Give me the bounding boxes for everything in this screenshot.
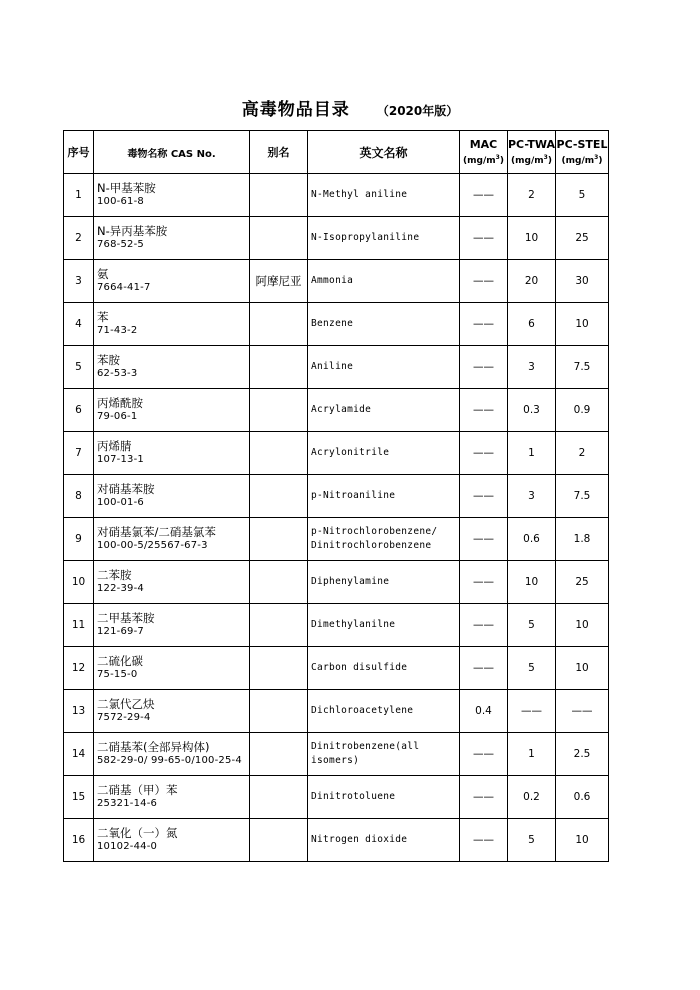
table-row xyxy=(64,819,609,862)
table-row xyxy=(64,174,609,217)
table-row xyxy=(64,518,609,561)
cell-english: Dimethylanilne xyxy=(308,604,460,647)
header-mac-label: MAC xyxy=(469,138,498,151)
cell-pc-stel: 10 xyxy=(556,303,609,346)
header-mac xyxy=(460,131,508,174)
cell-index: 12 xyxy=(64,647,94,690)
substance-name: 苯胺 xyxy=(97,353,120,367)
table-row xyxy=(64,475,609,518)
cell-pc-stel: 0.6 xyxy=(556,776,609,819)
cell-alias xyxy=(250,733,308,776)
cell-name xyxy=(94,389,250,432)
cas-number: 582-29-0/ 99-65-0/100-25-4 xyxy=(97,755,242,766)
cell-pc-stel: 7.5 xyxy=(556,346,609,389)
table-row xyxy=(64,647,609,690)
cell-alias: 阿摩尼亚 xyxy=(250,260,308,303)
substance-name: 二氧化（一）氮 xyxy=(97,826,178,840)
cell-index: 6 xyxy=(64,389,94,432)
cell-mac: —— xyxy=(460,260,508,303)
table-row xyxy=(64,690,609,733)
cell-index: 9 xyxy=(64,518,94,561)
cell-mac: —— xyxy=(460,346,508,389)
cell-alias xyxy=(250,561,308,604)
cell-index: 1 xyxy=(64,174,94,217)
header-english: 英文名称 xyxy=(308,131,460,174)
cas-number: 25321-14-6 xyxy=(97,798,158,809)
cas-number: 121-69-7 xyxy=(97,626,144,637)
cell-mac: —— xyxy=(460,303,508,346)
cas-number: 71-43-2 xyxy=(97,325,138,336)
substance-name: 二甲基苯胺 xyxy=(97,611,155,625)
cell-pc-stel: 25 xyxy=(556,561,609,604)
cas-number: 7664-41-7 xyxy=(97,282,151,293)
substance-name: N-甲基苯胺 xyxy=(97,181,156,195)
cell-alias xyxy=(250,518,308,561)
table-row xyxy=(64,432,609,475)
cas-number: 10102-44-0 xyxy=(97,841,158,852)
cell-mac: —— xyxy=(460,819,508,862)
cell-pc-twa: 5 xyxy=(508,819,556,862)
cell-pc-stel: —— xyxy=(556,690,609,733)
cell-name xyxy=(94,475,250,518)
cell-name xyxy=(94,174,250,217)
cell-english: Aniline xyxy=(308,346,460,389)
cell-pc-twa: —— xyxy=(508,690,556,733)
cell-english: Acrylamide xyxy=(308,389,460,432)
cell-english: Diphenylamine xyxy=(308,561,460,604)
cell-alias xyxy=(250,819,308,862)
cell-alias xyxy=(250,389,308,432)
cell-pc-twa: 1 xyxy=(508,733,556,776)
toxic-substances-table xyxy=(63,130,609,862)
header-alias: 别名 xyxy=(250,131,308,174)
cell-name xyxy=(94,647,250,690)
header-pc-twa-label: PC-TWA xyxy=(508,138,555,151)
cell-name xyxy=(94,518,250,561)
cell-english: Acrylonitrile xyxy=(308,432,460,475)
cell-index: 2 xyxy=(64,217,94,260)
header-pc-stel-unit: $(mg/m^3)$ xyxy=(561,154,603,166)
cell-pc-twa: 2 xyxy=(508,174,556,217)
header-index: 序号 xyxy=(64,131,94,174)
cell-mac: —— xyxy=(460,432,508,475)
cell-pc-stel: 7.5 xyxy=(556,475,609,518)
cell-mac: —— xyxy=(460,475,508,518)
cell-name xyxy=(94,604,250,647)
cell-index: 15 xyxy=(64,776,94,819)
cell-mac: —— xyxy=(460,604,508,647)
cas-number: 79-06-1 xyxy=(97,411,138,422)
table-body xyxy=(64,174,609,862)
substance-name: 苯 xyxy=(97,310,109,324)
substance-name: 对硝基苯胺 xyxy=(97,482,155,496)
cell-english: Ammonia xyxy=(308,260,460,303)
cell-name xyxy=(94,260,250,303)
cell-english: p-Nitrochlorobenzene/ Dinitrochlorobenzene xyxy=(308,518,460,561)
substance-name: 二硝基（甲）苯 xyxy=(97,783,178,797)
cell-name xyxy=(94,303,250,346)
cell-index: 7 xyxy=(64,432,94,475)
header-row xyxy=(64,131,609,174)
cell-pc-stel: 10 xyxy=(556,647,609,690)
cell-pc-twa: 3 xyxy=(508,475,556,518)
cas-number: 122-39-4 xyxy=(97,583,144,594)
page-title xyxy=(0,95,700,120)
cell-name xyxy=(94,346,250,389)
substance-name: 二硫化碳 xyxy=(97,654,143,668)
cell-english: N-Methyl aniline xyxy=(308,174,460,217)
cell-pc-stel: 10 xyxy=(556,604,609,647)
cell-index: 3 xyxy=(64,260,94,303)
cell-alias xyxy=(250,303,308,346)
cell-alias xyxy=(250,174,308,217)
cell-mac: —— xyxy=(460,561,508,604)
cell-name xyxy=(94,561,250,604)
cell-english: Dinitrobenzene(all isomers) xyxy=(308,733,460,776)
title-edition: （2020年版） xyxy=(376,104,459,118)
cell-pc-twa: 10 xyxy=(508,561,556,604)
cell-alias xyxy=(250,217,308,260)
cell-name xyxy=(94,690,250,733)
cell-index: 16 xyxy=(64,819,94,862)
substance-name: 二硝基苯(全部异构体) xyxy=(97,740,210,754)
cell-pc-stel: 0.9 xyxy=(556,389,609,432)
table-row xyxy=(64,604,609,647)
substance-name: 丙烯腈 xyxy=(97,439,132,453)
cell-english: p-Nitroaniline xyxy=(308,475,460,518)
cell-mac: —— xyxy=(460,647,508,690)
cell-english: Benzene xyxy=(308,303,460,346)
cell-pc-twa: 20 xyxy=(508,260,556,303)
cell-english: Carbon disulfide xyxy=(308,647,460,690)
cas-number: 100-01-6 xyxy=(97,497,144,508)
header-name-cas: 毒物名称 CAS No. xyxy=(94,131,250,174)
cas-number: 7572-29-4 xyxy=(97,712,151,723)
cell-pc-stel: 1.8 xyxy=(556,518,609,561)
cell-pc-twa: 10 xyxy=(508,217,556,260)
cell-index: 8 xyxy=(64,475,94,518)
cell-pc-stel: 10 xyxy=(556,819,609,862)
cell-name xyxy=(94,217,250,260)
substance-name: 丙烯酰胺 xyxy=(97,396,143,410)
table-row xyxy=(64,389,609,432)
substance-name: N-异丙基苯胺 xyxy=(97,224,168,238)
cell-name xyxy=(94,819,250,862)
cell-pc-twa: 0.6 xyxy=(508,518,556,561)
cell-alias xyxy=(250,647,308,690)
cell-index: 5 xyxy=(64,346,94,389)
cell-english: Dichloroacetylene xyxy=(308,690,460,733)
cell-name xyxy=(94,776,250,819)
cell-pc-stel: 30 xyxy=(556,260,609,303)
cell-mac: —— xyxy=(460,217,508,260)
cell-pc-stel: 2.5 xyxy=(556,733,609,776)
cas-number: 62-53-3 xyxy=(97,368,138,379)
cas-number: 100-61-8 xyxy=(97,196,144,207)
cell-index: 4 xyxy=(64,303,94,346)
header-pc-stel xyxy=(556,131,609,174)
cell-alias xyxy=(250,604,308,647)
cell-pc-twa: 0.3 xyxy=(508,389,556,432)
table-row xyxy=(64,733,609,776)
cas-number: 75-15-0 xyxy=(97,669,138,680)
header-mac-unit: $(mg/m^3)$ xyxy=(463,154,504,166)
table-row xyxy=(64,217,609,260)
substance-name: 二苯胺 xyxy=(97,568,132,582)
cell-mac: —— xyxy=(460,518,508,561)
cell-pc-twa: 3 xyxy=(508,346,556,389)
cell-mac: —— xyxy=(460,733,508,776)
cell-mac: 0.4 xyxy=(460,690,508,733)
cell-index: 10 xyxy=(64,561,94,604)
table-row xyxy=(64,561,609,604)
cell-mac: —— xyxy=(460,776,508,819)
substance-name: 对硝基氯苯/二硝基氯苯 xyxy=(97,525,216,539)
cell-english: N-Isopropylaniline xyxy=(308,217,460,260)
cell-pc-stel: 5 xyxy=(556,174,609,217)
cell-alias xyxy=(250,346,308,389)
cell-pc-stel: 2 xyxy=(556,432,609,475)
cell-alias xyxy=(250,776,308,819)
cell-alias xyxy=(250,690,308,733)
cell-index: 14 xyxy=(64,733,94,776)
cell-index: 11 xyxy=(64,604,94,647)
substance-name: 氨 xyxy=(97,267,109,281)
table-row xyxy=(64,303,609,346)
table-row xyxy=(64,776,609,819)
title-main: 高毒物品目录 xyxy=(241,100,350,120)
header-pc-twa-unit: $(mg/m^3)$ xyxy=(511,154,552,166)
cell-english: Dinitrotoluene xyxy=(308,776,460,819)
cell-pc-stel: 25 xyxy=(556,217,609,260)
cell-pc-twa: 5 xyxy=(508,604,556,647)
cell-pc-twa: 6 xyxy=(508,303,556,346)
cas-number: 768-52-5 xyxy=(97,239,144,250)
header-pc-stel-label: PC-STEL xyxy=(556,138,608,151)
cell-mac: —— xyxy=(460,174,508,217)
cell-alias xyxy=(250,475,308,518)
cell-pc-twa: 0.2 xyxy=(508,776,556,819)
cas-number: 107-13-1 xyxy=(97,454,144,465)
cell-pc-twa: 1 xyxy=(508,432,556,475)
cell-english: Nitrogen dioxide xyxy=(308,819,460,862)
substance-name: 二氯代乙炔 xyxy=(97,697,155,711)
cell-alias xyxy=(250,432,308,475)
cell-pc-twa: 5 xyxy=(508,647,556,690)
table-row xyxy=(64,346,609,389)
cell-name xyxy=(94,733,250,776)
cell-mac: —— xyxy=(460,389,508,432)
table-row xyxy=(64,260,609,303)
cell-name xyxy=(94,432,250,475)
cas-number: 100-00-5/25567-67-3 xyxy=(97,540,208,551)
header-pc-twa xyxy=(508,131,556,174)
cell-index: 13 xyxy=(64,690,94,733)
